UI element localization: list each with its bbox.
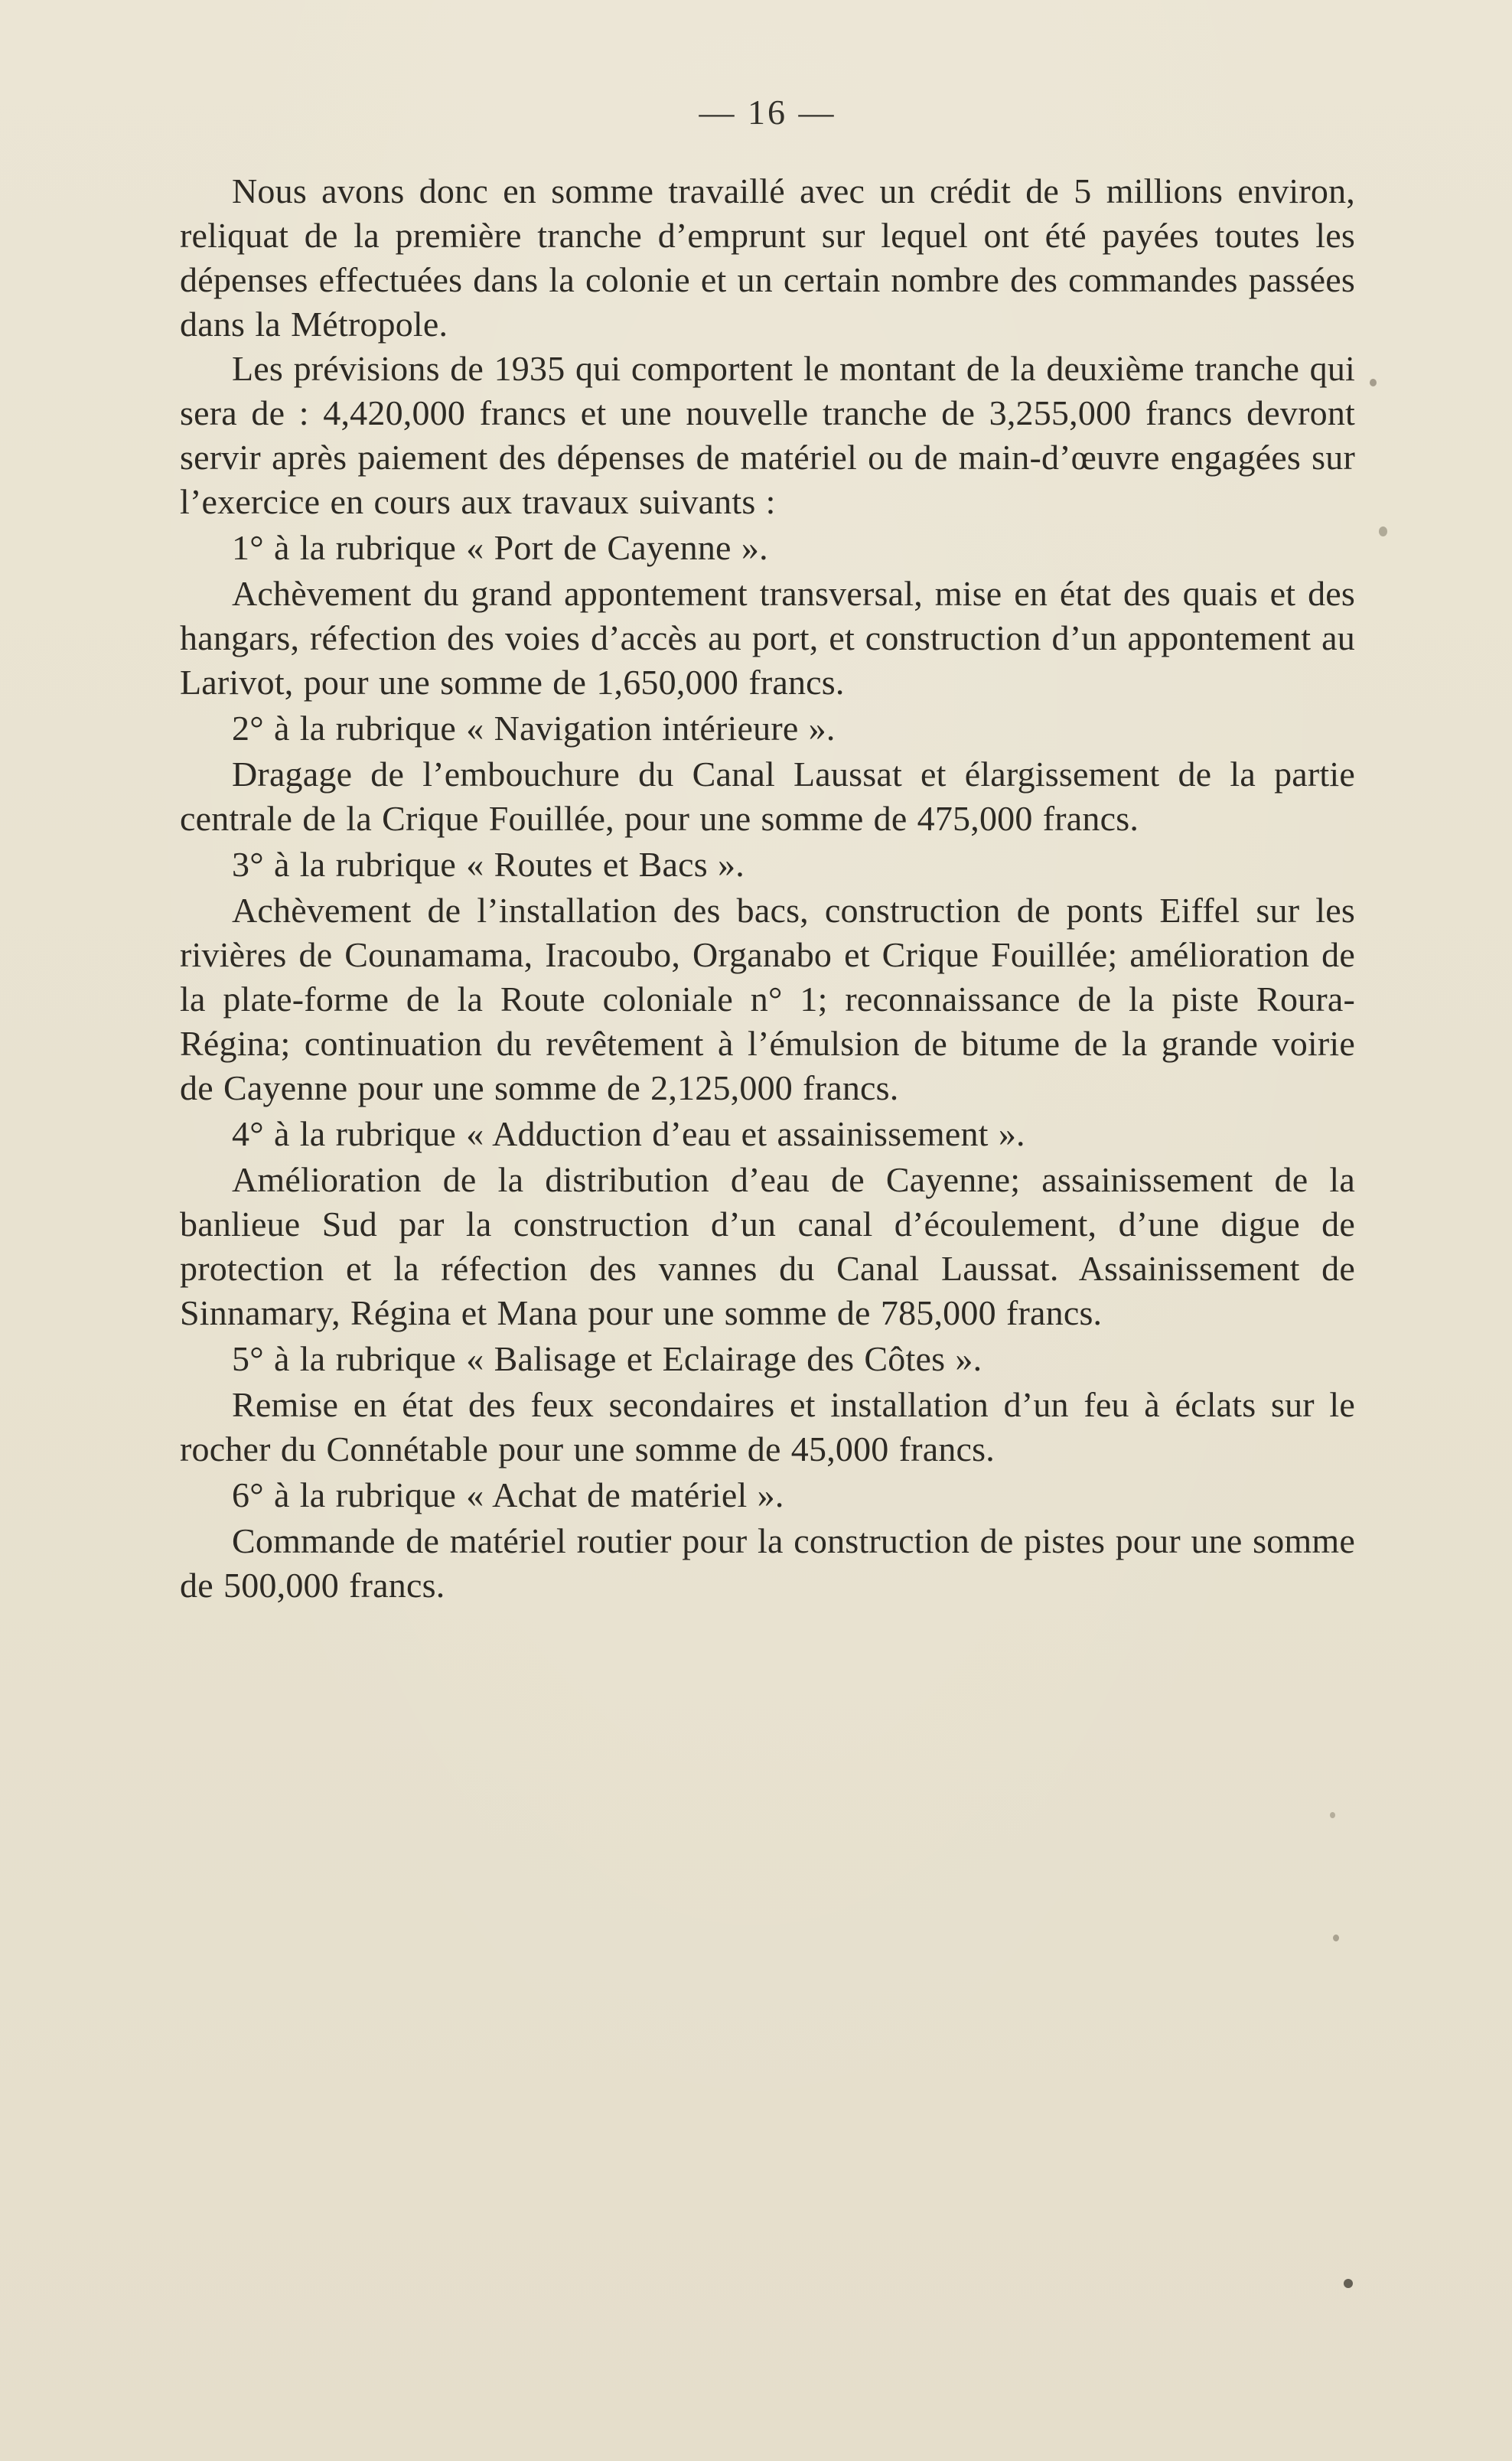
paper-speck: [1344, 2279, 1353, 2288]
paper-speck: [1370, 379, 1377, 386]
paragraph-routes-details: Achèvement de l’installation des bacs, construction de ponts Eiffel sur les rivières de Counamama, Iracoubo, Organabo et Crique Fouillée; amélioration de la plate-forme de la Route coloniale n° 1; reconnaissance de la piste Roura-Régina; continuation du revêtement à l’émulsion de bitume de la grande voirie de Cayenne pour une somme de 2,125,000 francs.: [180, 891, 1355, 1107]
paragraph-port-details: Achèvement du grand appontement transversal, mise en état des quais et des hangars, réfection des voies d’accès au port, et construction d’un appontement au Larivot, pour une somme de 1,650,000 francs.: [180, 574, 1355, 702]
rubrique-3-routes-et-bacs: 3° à la rubrique « Routes et Bacs ».: [232, 845, 745, 884]
page-number: — 16 —: [699, 93, 836, 132]
rubrique-4-adduction-eau: 4° à la rubrique « Adduction d’eau et assainissement ».: [232, 1114, 1025, 1153]
paper-speck: [1333, 1935, 1339, 1941]
paper-speck: [1330, 1812, 1335, 1818]
paragraph-credit-summary: Nous avons donc en somme travaillé avec un crédit de 5 millions environ, reliquat de la première tranche d’emprunt sur lequel ont été payées toutes les dépenses effectuées dans la colonie et un certain nombre des commandes passées dans la Métropole.: [180, 171, 1355, 344]
text-block: [180, 169, 1355, 1608]
rubrique-2-navigation-interieure: 2° à la rubrique « Navigation intérieure ».: [232, 709, 836, 748]
paragraph-previsions-1935: Les prévisions de 1935 qui comportent le montant de la deuxième tranche qui sera de : 4,420,000 francs et une nouvelle tranche de 3,255,000 francs devront servir après paiement des dépenses de matériel ou de main-d’œuvre engagées sur l’exercice en cours aux travaux suivants :: [180, 349, 1355, 521]
paragraph-balisage-details: Remise en état des feux secondaires et installation d’un feu à éclats sur le rocher du Connétable pour une somme de 45,000 francs.: [180, 1385, 1355, 1468]
paragraph-navigation-details: Dragage de l’embouchure du Canal Laussat et élargissement de la partie centrale de la Crique Fouillée, pour une somme de 475,000 francs.: [180, 755, 1355, 838]
rubrique-6-achat-materiel: 6° à la rubrique « Achat de matériel ».: [232, 1475, 784, 1514]
rubrique-5-balisage-eclairage: 5° à la rubrique « Balisage et Eclairage des Côtes ».: [232, 1339, 982, 1378]
paper-speck: [1379, 526, 1387, 536]
paragraph-materiel-details: Commande de matériel routier pour la construction de pistes pour une somme de 500,000 francs.: [180, 1521, 1355, 1605]
rubrique-1-port-de-cayenne: 1° à la rubrique « Port de Cayenne ».: [232, 528, 768, 567]
paragraph-adduction-details: Amélioration de la distribution d’eau de Cayenne; assainissement de la banlieue Sud par la construction d’un canal d’écoulement, d’une digue de protection et la réfection des vannes du Canal Laussat. Assainissement de Sinnamary, Régina et Mana pour une somme de 785,000 francs.: [180, 1160, 1355, 1332]
